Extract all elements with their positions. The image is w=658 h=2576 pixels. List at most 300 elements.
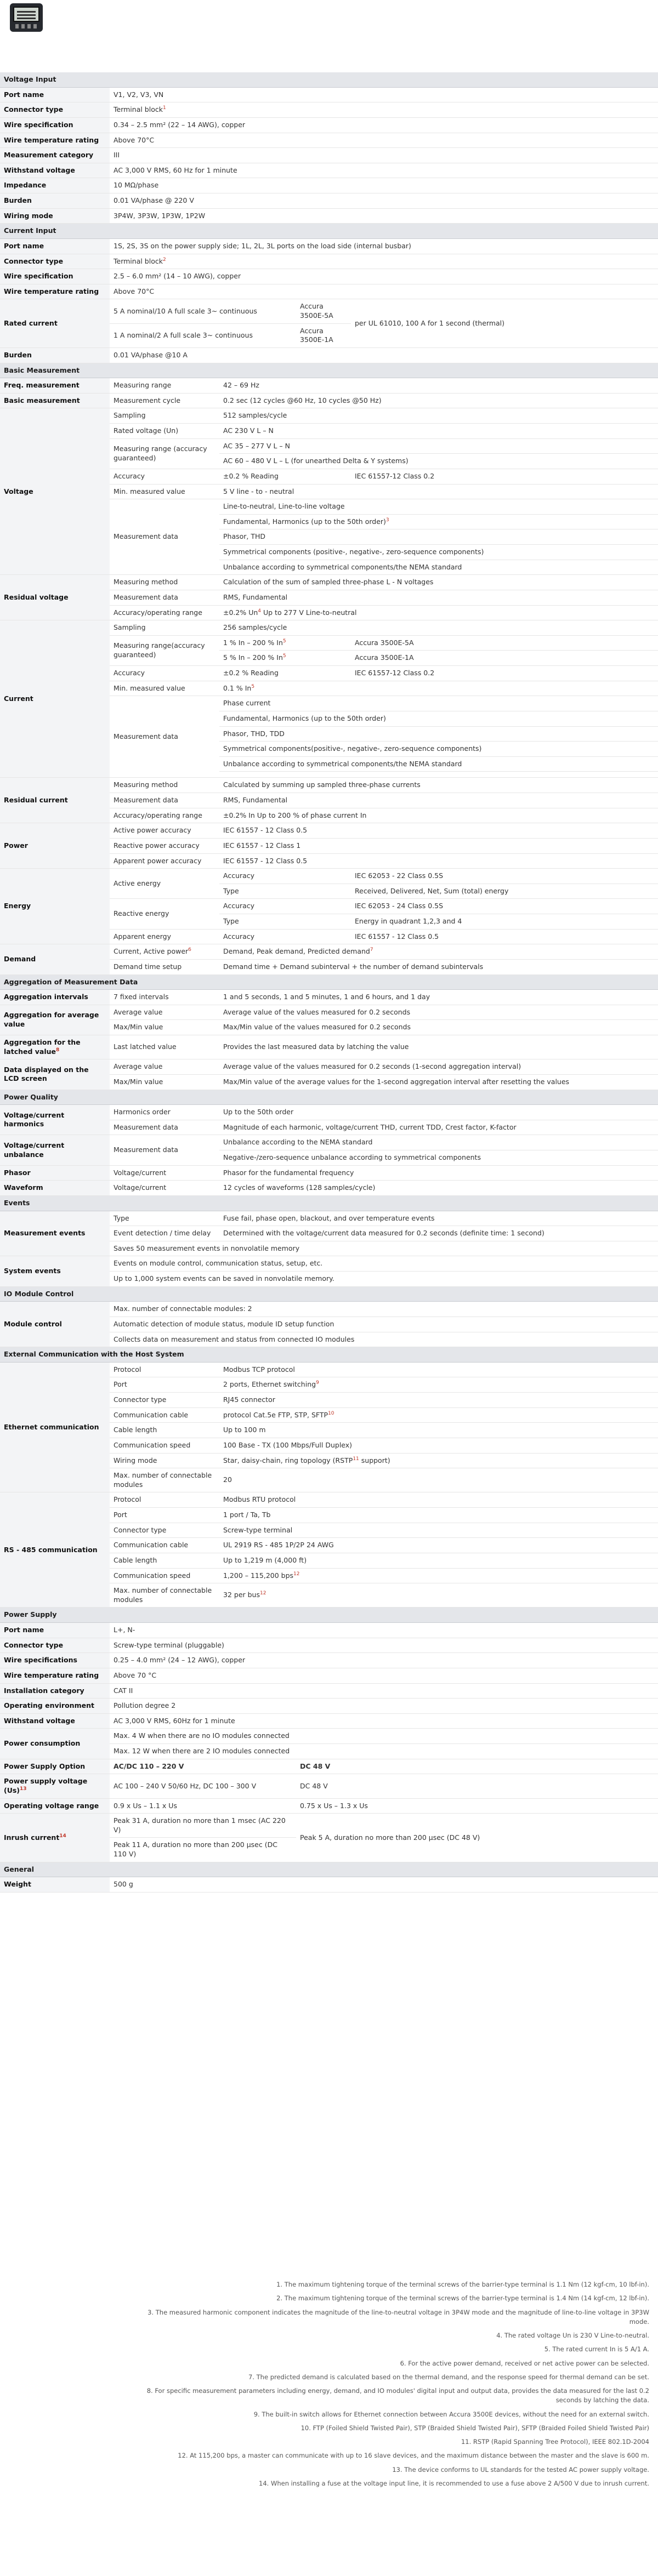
spec-value (219, 1407, 658, 1423)
footnote-ref: 5 (251, 683, 255, 689)
spec-value (219, 869, 351, 884)
cell-text: Max/Min value of the values measured for 0.2 seconds (223, 1023, 411, 1031)
section-header (0, 1195, 658, 1211)
cell-text: AC 35 – 277 V L – N (223, 441, 291, 450)
spec-value (110, 1165, 219, 1181)
spec-value (219, 1393, 658, 1408)
cell-text: Cable length (114, 1555, 157, 1564)
cell-text: Voltage (4, 487, 33, 495)
spec-value (110, 838, 219, 853)
spec-value (219, 1005, 658, 1020)
footnote-ref: 13 (20, 1786, 27, 1792)
spec-row (0, 238, 658, 254)
spec-value (219, 681, 658, 696)
cell-text: Unbalance according to symmetrical components/the NEMA standard (223, 562, 462, 571)
cell-text: Port name (4, 1626, 44, 1634)
footnote-ref: 5 (282, 653, 286, 659)
spec-label (0, 299, 110, 348)
cell-text: Max/Min value (114, 1077, 163, 1086)
spec-label (0, 208, 110, 224)
spec-value (219, 1150, 658, 1166)
spec-value (110, 1317, 658, 1332)
cell-text: Calculated by summing up sampled three-phase currents (223, 780, 421, 789)
spec-label (0, 1683, 110, 1699)
cell-text: Communication speed (114, 1571, 191, 1580)
spec-value (110, 1020, 219, 1035)
cell-text: Above 70 °C (114, 1671, 157, 1679)
spec-value (110, 681, 219, 696)
spec-value (110, 1683, 658, 1699)
cell-text: 256 samples/cycle (223, 623, 287, 632)
cell-text: Min. measured value (114, 683, 185, 692)
cell-text: IEC 61557-12 Class 0.2 (355, 471, 435, 480)
spec-value (219, 1583, 658, 1608)
cell-text: Negative-/zero-sequence unbalance according to symmetrical components (223, 1153, 481, 1161)
spec-value (110, 1492, 219, 1508)
cell-text: Measurement events (4, 1229, 86, 1238)
section-title: Voltage Input (0, 72, 658, 87)
cell-text: Impedance (4, 181, 47, 190)
section-header (0, 1862, 658, 1877)
cell-text: L+, N- (114, 1626, 135, 1634)
spec-value (219, 772, 658, 778)
spec-label (0, 1165, 110, 1181)
cell-text: Terminal block (114, 257, 163, 265)
spec-value (219, 1538, 658, 1553)
cell-text: Operating environment (4, 1701, 94, 1710)
spec-value (110, 299, 296, 323)
spec-label (0, 1653, 110, 1668)
cell-text: Type (223, 886, 239, 895)
spec-value (219, 929, 351, 944)
cell-text: AC 3,000 V RMS, 60Hz for 1 minute (114, 1716, 235, 1725)
cell-text: Communication cable (114, 1541, 189, 1549)
spec-label (0, 575, 110, 620)
cell-text: Fundamental, Harmonics (up to the 50th order) (223, 714, 386, 722)
cell-text: Up to 100 m (223, 1426, 266, 1434)
spec-value (110, 959, 219, 974)
spec-label (0, 347, 110, 363)
spec-value (110, 1713, 658, 1729)
cell-text: Voltage/current unbalance (4, 1141, 65, 1159)
cell-text: Accuracy (114, 471, 145, 480)
footnote: 1. The maximum tightening torque of the terminal screws of the barrier-type terminal is 1.1 Nm (12 kgf-cm, 10 lbf-in). (276, 2281, 649, 2288)
spec-value (110, 1059, 219, 1075)
spec-value (110, 1877, 658, 1893)
spec-label (0, 238, 110, 254)
spec-value (219, 1553, 658, 1568)
cell-text: Measurement data (114, 1145, 178, 1154)
cell-text: Current, Active power (114, 947, 189, 956)
cell-text: System events (4, 1267, 61, 1275)
spec-row (0, 1683, 658, 1699)
spec-value (110, 1105, 219, 1120)
spec-value (110, 1838, 296, 1862)
spec-value (110, 1226, 219, 1241)
spec-value (110, 438, 219, 469)
spec-value (219, 1181, 658, 1196)
spec-row (0, 133, 658, 148)
cell-text: Calculation of the sum of sampled three-phase L - N voltages (223, 578, 434, 586)
cell-text: Voltage/current (114, 1168, 167, 1177)
cell-text: Apparent energy (114, 932, 171, 941)
spec-value (110, 1759, 296, 1774)
cell-text: RS - 485 communication (4, 1545, 98, 1554)
section-header (0, 1090, 658, 1105)
spec-value (219, 590, 658, 605)
cell-text: Measurement data (114, 592, 178, 601)
spec-row (0, 1638, 658, 1653)
section-header (0, 1286, 658, 1302)
spec-row (0, 1713, 658, 1729)
spec-label (0, 1035, 110, 1059)
spec-value (219, 393, 658, 408)
spec-value (110, 1393, 219, 1408)
cell-text: AC/DC 110 – 220 V (114, 1762, 184, 1770)
cell-text: Accuracy/operating range (114, 811, 202, 819)
cell-text: Max. number of connectable modules (114, 1586, 212, 1604)
spec-value (110, 208, 658, 224)
footnote-ref: 7 (370, 947, 373, 953)
cell-text: 0.1 % In (223, 683, 252, 692)
cell-text: Measurement cycle (114, 396, 181, 404)
spec-table (0, 72, 658, 1893)
cell-text: Accura 3500E-1A (300, 326, 333, 344)
footnote: 9. The built-in switch allows for Ethernet connection between Accura 3500E devices, without the need for an external switch. (253, 2410, 649, 2418)
spec-value (219, 1568, 658, 1583)
cell-text: Modbus TCP protocol (223, 1365, 295, 1374)
spec-value (219, 1135, 658, 1150)
cell-text: Rated current (4, 318, 58, 327)
footnote: 3. The measured harmonic component indicates the magnitude of the line-to-neutral voltage in 3P4W mode and the magnitude of line-to-line voltage in 3P3W mode. (148, 2308, 649, 2326)
cell-text: 512 samples/cycle (223, 411, 287, 420)
spec-label (0, 193, 110, 209)
spec-row (0, 87, 658, 102)
cell-text: Wire specifications (4, 1656, 77, 1665)
cell-text: 0.9 x Us – 1.1 x Us (114, 1801, 177, 1810)
cell-text: 1,200 – 115,200 bps (223, 1571, 294, 1580)
cell-text: 500 g (114, 1880, 133, 1889)
spec-label (0, 1135, 110, 1165)
spec-label (0, 1814, 110, 1862)
cell-text: Aggregation for the latched value (4, 1038, 81, 1056)
spec-value (219, 742, 658, 757)
cell-text: RMS, Fundamental (223, 796, 288, 804)
cell-text: Connector type (4, 257, 64, 265)
cell-text: 0.75 x Us – 1.3 x Us (300, 1801, 368, 1810)
cell-text: 1 port / Ta, Tb (223, 1511, 271, 1519)
section-title: Power Quality (0, 1090, 658, 1105)
cell-text: Power consumption (4, 1739, 81, 1748)
cell-text: IEC 62053 - 22 Class 0.5S (355, 871, 444, 880)
spec-value (110, 635, 219, 665)
section-title: Basic Measurement (0, 363, 658, 378)
cell-text: Measuring method (114, 780, 178, 789)
cell-text: ±0.2 % Reading (223, 471, 279, 480)
spec-value (219, 1423, 658, 1438)
cell-text: Pollution degree 2 (114, 1701, 176, 1710)
spec-row (0, 347, 658, 363)
cell-text: Wire temperature rating (4, 135, 99, 144)
spec-row (0, 1005, 658, 1020)
spec-label (0, 869, 110, 944)
spec-value (110, 1538, 219, 1553)
spec-value (219, 545, 658, 560)
spec-value (219, 651, 351, 666)
cell-text: 7 fixed intervals (114, 993, 169, 1001)
section-header (0, 1608, 658, 1623)
cell-text: Energy (4, 902, 31, 910)
spec-row (0, 1181, 658, 1196)
spec-value (110, 1668, 658, 1683)
spec-value (110, 1453, 219, 1468)
spec-row (0, 193, 658, 209)
cell-text: Protocol (114, 1495, 141, 1504)
cell-text: 100 Base - TX (100 Mbps/Full Duplex) (223, 1440, 353, 1449)
cell-text: Wire specification (4, 120, 73, 129)
cell-text: 0.2 sec (12 cycles @60 Hz, 10 cycles @50 Hz) (223, 396, 382, 404)
spec-label (0, 254, 110, 269)
spec-value (110, 1256, 658, 1272)
cell-text: Ethernet communication (4, 1422, 99, 1431)
spec-value (110, 1438, 219, 1453)
spec-row (0, 1105, 658, 1120)
spec-value (110, 148, 658, 163)
cell-text: Measuring method (114, 578, 178, 586)
spec-value (219, 1020, 658, 1035)
spec-value (296, 323, 351, 347)
spec-value (110, 117, 658, 133)
cell-text: Star, daisy-chain, ring topology (RSTP (223, 1456, 353, 1464)
section-header (0, 974, 658, 990)
cell-text: Min. measured value (114, 487, 185, 495)
spec-value (110, 254, 658, 269)
spec-value (219, 1105, 658, 1120)
spec-value (110, 1377, 219, 1393)
cell-text: Above 70°C (114, 287, 155, 295)
cell-text: IEC 62053 - 24 Class 0.5S (355, 902, 444, 910)
cell-text: DC 48 V (300, 1762, 331, 1770)
spec-label (0, 1105, 110, 1135)
spec-row (0, 1256, 658, 1272)
cell-text: Measurement data (114, 732, 178, 740)
cell-text: Unbalance according to symmetrical components/the NEMA standard (223, 759, 462, 768)
cell-text: Measuring range (114, 381, 172, 390)
cell-text: Last latched value (114, 1042, 177, 1051)
spec-value (110, 133, 658, 148)
spec-row (0, 1362, 658, 1377)
spec-label (0, 1759, 110, 1774)
footnote-ref: 11 (353, 1456, 359, 1462)
spec-row (0, 393, 658, 408)
spec-label (0, 148, 110, 163)
spec-value (219, 1226, 658, 1241)
spec-row (0, 1877, 658, 1893)
cell-text: 0.01 VA/phase @10 A (114, 350, 188, 359)
footnote: 8. For specific measurement parameters including energy, demand, and IO modules' digital input and output data, provides the data measured for the last 0.2 seconds by latching the data. (146, 2387, 649, 2404)
cell-text: ±0.2% In Up to 200 % of phase current In (223, 811, 367, 819)
spec-value (351, 914, 658, 930)
spec-row (0, 1135, 658, 1150)
footnote-ref: 5 (282, 638, 286, 644)
footnote-ref: 12 (293, 1571, 300, 1577)
spec-value (110, 666, 219, 681)
cell-text: AC 60 – 480 V L – L (for unearthed Delta & Y systems) (223, 457, 409, 465)
cell-text: 0.25 – 4.0 mm² (24 – 12 AWG), copper (114, 1656, 246, 1665)
cell-text: protocol Cat.5e FTP, STP, SFTP (223, 1410, 328, 1419)
cell-text: 32 per bus (223, 1591, 260, 1599)
footnotes (134, 2280, 649, 2493)
spec-label (0, 102, 110, 118)
spec-value (110, 1699, 658, 1714)
spec-value (110, 1005, 219, 1020)
spec-value (110, 1241, 658, 1256)
cell-text: Communication cable (114, 1410, 189, 1419)
spec-label (0, 1005, 110, 1035)
spec-value (110, 853, 219, 869)
cell-text: 1 % In – 200 % In (223, 638, 283, 647)
spec-value (110, 620, 219, 636)
footnote: 5. The rated current In is 5 A/1 A. (544, 2345, 649, 2353)
cell-text: Measurement data (114, 796, 178, 804)
spec-value (110, 1407, 219, 1423)
section-title: Power Supply (0, 1608, 658, 1623)
spec-value (110, 575, 219, 590)
cell-text: Aggregation for average value (4, 1011, 99, 1028)
cell-text: Type (114, 1213, 129, 1222)
spec-row (0, 378, 658, 394)
spec-row (0, 117, 658, 133)
cell-text: IEC 61557 - 12 Class 1 (223, 841, 301, 850)
spec-value (219, 823, 658, 839)
spec-value (219, 469, 351, 484)
cell-text: Rated voltage (Un) (114, 426, 179, 435)
spec-value (110, 869, 219, 899)
cell-text: Phasor (4, 1168, 31, 1177)
spec-label (0, 1623, 110, 1638)
cell-text: Waveform (4, 1183, 43, 1192)
cell-text: Peak 31 A, duration no more than 1 msec (AC 220 V) (114, 1816, 286, 1834)
spec-label (0, 393, 110, 408)
spec-value (219, 560, 658, 575)
cell-text: Modbus RTU protocol (223, 1495, 296, 1504)
spec-value (219, 959, 658, 974)
spec-label (0, 133, 110, 148)
spec-value (110, 899, 219, 929)
spec-value (351, 899, 658, 914)
cell-text: Demand time + Demand subinterval + the number of demand subintervals (223, 962, 484, 971)
spec-value (110, 1508, 219, 1523)
cell-text: Symmetrical components (positive-, negative-, zero-sequence components) (223, 548, 484, 556)
spec-label (0, 1729, 110, 1759)
spec-label (0, 163, 110, 178)
spec-value (219, 484, 658, 499)
spec-value (110, 1553, 219, 1568)
spec-value (110, 238, 658, 254)
footnote-ref: 3 (385, 517, 389, 523)
spec-label (0, 269, 110, 284)
spec-value (110, 1798, 296, 1814)
cell-text: Accuracy/operating range (114, 608, 202, 617)
cell-text: Connector type (4, 1640, 64, 1649)
spec-value (219, 529, 658, 545)
cell-text: Accuracy (223, 902, 255, 910)
cell-text: Burden (4, 350, 32, 359)
spec-value (351, 869, 658, 884)
section-title: General (0, 1862, 658, 1877)
spec-value (110, 1523, 219, 1538)
cell-text: IEC 61557 - 12 Class 0.5 (223, 826, 308, 835)
spec-value (219, 853, 658, 869)
spec-value (219, 1453, 658, 1468)
spec-row (0, 1492, 658, 1508)
spec-value (351, 469, 658, 484)
spec-value (110, 499, 219, 575)
cell-text: 5 A nominal/10 A full scale 3~ continuous (114, 306, 257, 315)
section-header (0, 72, 658, 87)
spec-value (296, 1774, 658, 1798)
spec-row (0, 1165, 658, 1181)
spec-label (0, 990, 110, 1005)
cell-text: Power supply voltage (Us) (4, 1777, 88, 1794)
spec-row (0, 208, 658, 224)
cell-text: Burden (4, 196, 32, 204)
cell-text: Aggregation intervals (4, 993, 88, 1001)
cell-text: III (114, 151, 120, 159)
cell-text: Wire temperature rating (4, 287, 99, 295)
spec-row (0, 102, 658, 118)
cell-text: Wire temperature rating (4, 1671, 99, 1679)
spec-value (351, 929, 658, 944)
spec-label (0, 178, 110, 193)
spec-value (110, 163, 658, 178)
spec-value (351, 884, 658, 899)
cell-text: Event detection / time delay (114, 1229, 211, 1238)
spec-value (219, 1074, 658, 1090)
cell-text: 20 (223, 1475, 232, 1484)
cell-text: Reactive energy (114, 909, 169, 918)
cell-text: Max/Min value (114, 1023, 163, 1031)
section-title: Aggregation of Measurement Data (0, 974, 658, 990)
cell-text: Active energy (114, 879, 161, 887)
spec-value (219, 575, 658, 590)
cell-text: 5 V line - to - neutral (223, 487, 294, 495)
spec-label (0, 284, 110, 299)
cell-text: Wiring mode (114, 1456, 157, 1464)
spec-label (0, 1699, 110, 1714)
spec-row (0, 1729, 658, 1744)
spec-value (110, 393, 219, 408)
spec-row (0, 778, 658, 793)
footnote: 10. FTP (Foiled Shield Twisted Pair), STP (Braided Shield Twisted Pair), SFTP (Braided Foiled Shield Twisted Pair) (300, 2424, 649, 2432)
spec-row (0, 299, 658, 323)
cell-text: V1, V2, V3, VN (114, 90, 164, 99)
footnote: 6. For the active power demand, received or net active power can be selected. (400, 2359, 649, 2367)
spec-value (219, 620, 658, 636)
footnote-ref: 14 (59, 1833, 66, 1839)
spec-label (0, 944, 110, 974)
spec-label (0, 1059, 110, 1090)
cell-text: Weight (4, 1880, 31, 1889)
spec-value (110, 1774, 296, 1798)
cell-text: Protocol (114, 1365, 141, 1374)
cell-text: Operating voltage range (4, 1801, 99, 1810)
spec-value (351, 651, 658, 666)
spec-value (110, 823, 219, 839)
cell-text: Data displayed on the LCD screen (4, 1065, 89, 1083)
spec-row (0, 163, 658, 178)
spec-row (0, 1774, 658, 1798)
